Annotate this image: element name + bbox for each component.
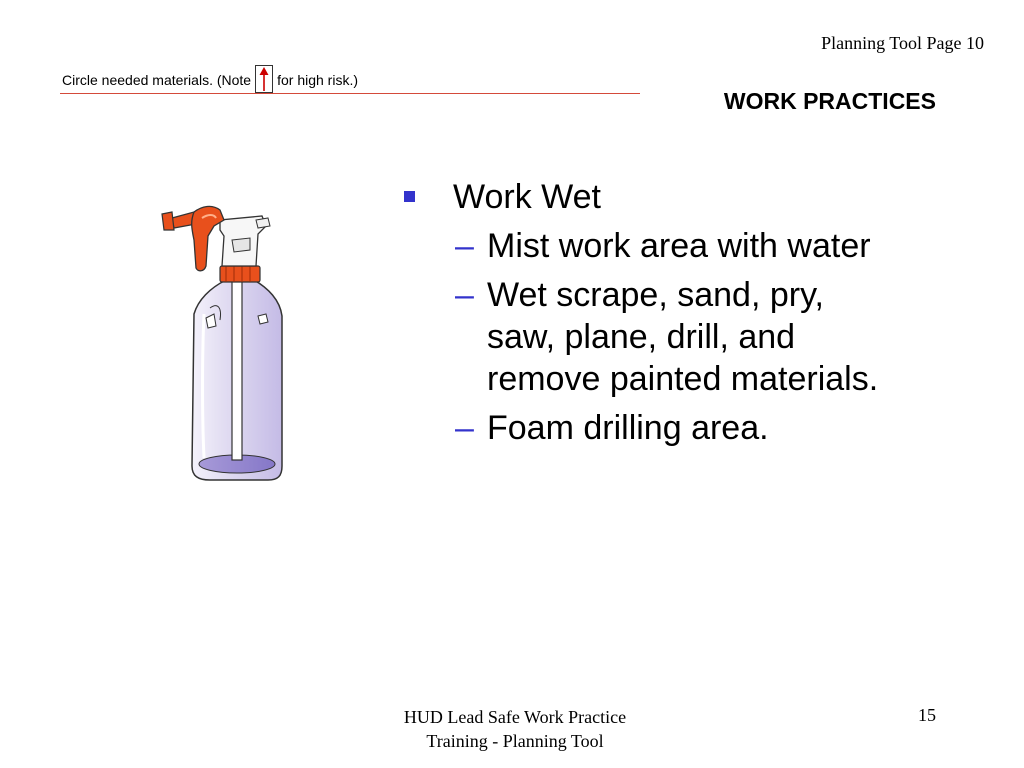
bullet-list — [404, 176, 924, 449]
sub-bullet-item — [455, 274, 895, 400]
spray-bottle-icon — [150, 196, 300, 486]
slide-title: WORK PRACTICES — [723, 88, 936, 114]
instruction-text-before: Circle needed materials. (Note — [62, 72, 252, 88]
sub-bullet-text: Wet scrape, sand, pry, saw, plane, drill, and remove painted materials. — [487, 276, 879, 398]
bullet-item — [404, 176, 924, 218]
footer-text — [340, 705, 690, 753]
page-reference: Planning Tool Page 10 — [821, 33, 984, 53]
up-arrow-icon — [255, 65, 273, 93]
sub-bullet-item — [455, 407, 895, 449]
slide-number: 15 — [918, 705, 936, 725]
footer-line-2: Training - Planning Tool — [426, 731, 604, 751]
instruction-text — [62, 66, 358, 94]
sub-bullet-item — [455, 225, 895, 267]
instruction-text-after: for high risk.) — [277, 72, 359, 88]
bullet-text: Work Wet — [453, 178, 601, 216]
dash-marker: – — [455, 409, 474, 447]
sub-bullet-text: Mist work area with water — [487, 227, 871, 265]
sub-bullet-text: Foam drilling area. — [487, 409, 769, 447]
square-bullet-icon — [404, 191, 415, 202]
footer-line-1: HUD Lead Safe Work Practice — [403, 707, 627, 727]
header-divider — [60, 93, 640, 94]
dash-marker: – — [455, 227, 474, 265]
dash-marker: – — [455, 276, 474, 314]
